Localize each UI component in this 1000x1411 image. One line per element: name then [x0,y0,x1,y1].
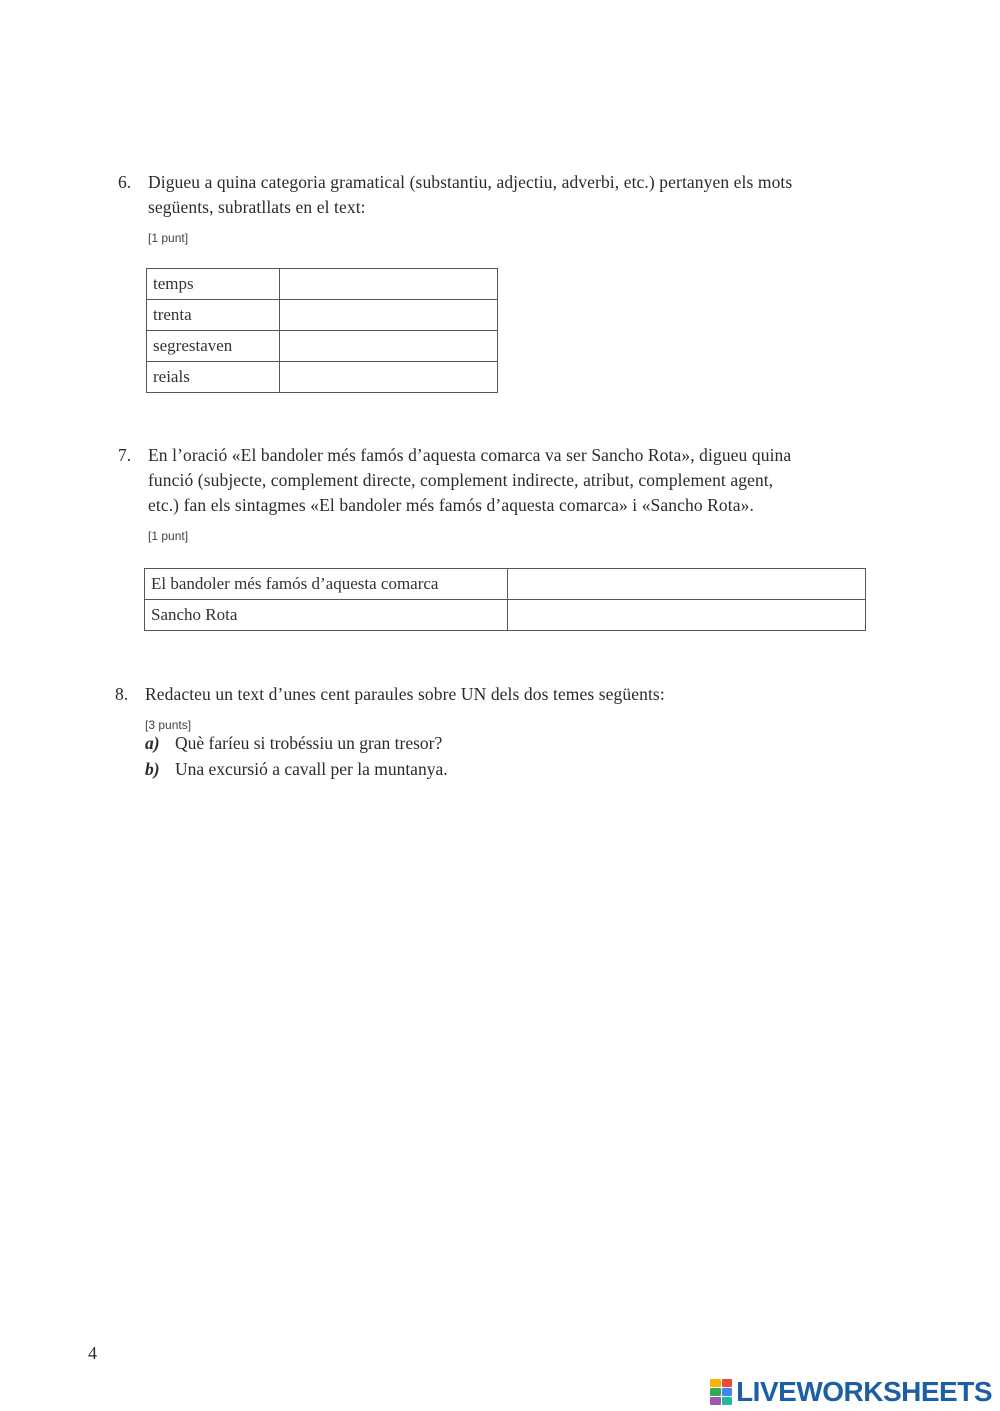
table-row [145,569,866,600]
table-row [147,362,498,393]
question-7 [118,443,878,553]
question-7-text-line2: funció (subjecte, complement directe, complement indirecte, atribut, complement agent, [148,470,774,490]
liveworksheets-logo-icon [710,1379,732,1405]
option-a [145,730,448,756]
table-row [147,331,498,362]
page-number: 4 [88,1343,97,1363]
question-7-text-line1: En l’oració «El bandoler més famós d’aquesta comarca va ser Sancho Rota», digueu quina [148,445,792,465]
option-b [145,756,448,782]
table-row [147,269,498,300]
phrase-cell: Sancho Rota [145,600,508,631]
liveworksheets-brand-text: LIVEWORKSHEETS [736,1376,992,1407]
answer-field[interactable] [280,300,498,331]
word-cell: trenta [147,300,280,331]
question-8-text-line1: Redacteu un text d’unes cent paraules sobre UN dels dos temes següents: [145,684,665,704]
question-8-number: 8. [115,684,129,704]
word-cell: reials [147,362,280,393]
question-6 [118,170,878,270]
liveworksheets-brand[interactable] [710,1377,992,1407]
question-8 [115,682,875,792]
question-7-text-line3: etc.) fan els sintagmes «El bandoler més famós d’aquesta comarca» i «Sancho Rota». [148,495,754,515]
question-6-points: [1 punt] [148,231,189,245]
question-7-points: [1 punt] [148,529,189,543]
option-b-letter: b) [145,759,160,779]
answer-field[interactable] [508,600,866,631]
question-7-number: 7. [118,445,132,465]
question-6-text-line1: Digueu a quina categoria gramatical (substantiu, adjectiu, adverbi, etc.) pertanyen els mots [148,172,793,192]
question-6-text-line2: següents, subratllats en el text: [148,197,366,217]
answer-field[interactable] [508,569,866,600]
phrase-cell: El bandoler més famós d’aquesta comarca [145,569,508,600]
table-row [145,600,866,631]
option-a-letter: a) [145,733,160,753]
answer-field[interactable] [280,331,498,362]
question-6-number: 6. [118,172,132,192]
question-7-answer-table [144,568,866,631]
answer-field[interactable] [280,362,498,393]
word-cell: segrestaven [147,331,280,362]
table-row [147,300,498,331]
question-8-options [145,730,448,782]
option-a-text: Què faríeu si trobéssiu un gran tresor? [175,733,443,753]
answer-field[interactable] [280,269,498,300]
question-8-points: [3 punts] [145,718,192,732]
option-b-text: Una excursió a cavall per la muntanya. [175,759,448,779]
question-6-answer-table [146,268,498,393]
word-cell: temps [147,269,280,300]
